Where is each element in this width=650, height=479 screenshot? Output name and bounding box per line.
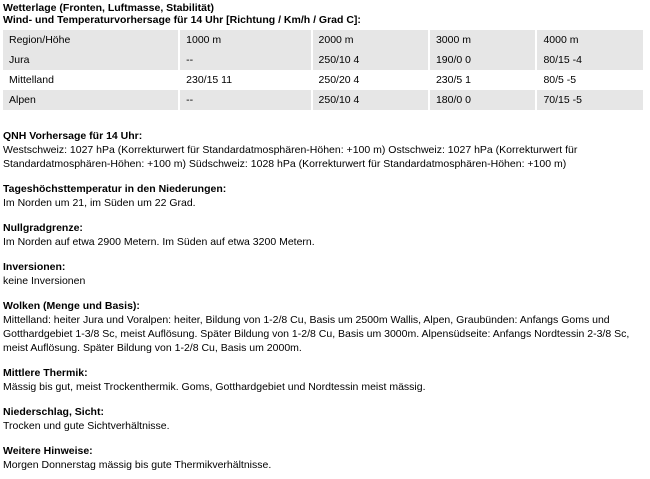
row-region: Alpen — [3, 90, 178, 110]
further-notes-section — [3, 445, 647, 472]
section-title: Niederschlag, Sicht: — [3, 406, 104, 418]
section-text: Im Norden um 21, im Süden um 22 Grad. — [3, 197, 196, 209]
section-title: QNH Vorhersage für 14 Uhr: — [3, 130, 143, 142]
section-title: Weitere Hinweise: — [3, 445, 93, 457]
section-text: Westschweiz: 1027 hPa (Korrekturwert für Standardatmosphären-Höhen: +100 m) Ostschweiz: 1027 hPa (Korrekturwert für Standardatmosphären-Höhen: +100 m) Südschweiz: 1028 hPa (Korrekturwert für Standardatmosphären-Höhen: +100 m) — [3, 144, 578, 170]
cell-2000m: 250/10 4 — [313, 90, 428, 110]
section-text: Mässig bis gut, meist Trockenthermik. Goms, Gotthardgebiet und Nordtessin meist mässig. — [3, 381, 426, 393]
section-title: Inversionen: — [3, 261, 66, 273]
section-title: Nullgradgrenze: — [3, 222, 83, 234]
clouds-section — [3, 300, 647, 355]
page-title: Wetterlage (Fronten, Luftmasse, Stabilität) — [3, 2, 214, 14]
cell-3000m: 180/0 0 — [430, 90, 536, 110]
max-temperature-section — [3, 183, 647, 210]
cell-4000m: 80/15 -4 — [537, 50, 643, 70]
freezing-level-section — [3, 222, 647, 249]
cell-3000m: 230/5 1 — [435, 74, 472, 86]
column-header-1000m: 1000 m — [180, 30, 310, 50]
row-region: Jura — [3, 50, 178, 70]
column-header-2000m: 2000 m — [313, 30, 428, 50]
section-text: keine Inversionen — [3, 275, 86, 287]
cell-2000m: 250/20 4 — [318, 74, 360, 86]
section-title: Mittlere Thermik: — [3, 367, 88, 379]
section-title: Wolken (Menge und Basis): — [3, 300, 140, 312]
table-row — [3, 50, 643, 70]
cell-1000m: -- — [180, 50, 310, 70]
column-header-3000m: 3000 m — [430, 30, 536, 50]
cell-1000m: -- — [180, 90, 310, 110]
table-header-row — [3, 30, 643, 50]
inversions-section — [3, 261, 647, 288]
qnh-section — [3, 130, 647, 171]
section-text: Mittelland: heiter Jura und Voralpen: heiter, Bildung von 1-2/8 Cu, Basis um 2500m Wallis, Alpen, Graubünden: Anfangs Goms und Gotthardgebiet 1-3/8 Sc, meist Auflösung. Später Bildung von 1-2/8 Cu, Basis um 3000m. Alpensüdseite: Anfangs Nordtessin 2-3/8 Sc, meist Auflösung. Später Bildung von 1-2/8 Cu, Basis um 2000m. — [3, 314, 630, 354]
cell-1000m: 230/15 11 — [186, 74, 233, 86]
wind-temperature-table — [3, 30, 643, 110]
column-header-region: Region/Höhe — [3, 30, 178, 50]
table-row — [3, 90, 643, 110]
thermals-section — [3, 367, 647, 394]
section-text: Trocken und gute Sichtverhältnisse. — [3, 420, 170, 432]
table-row — [3, 70, 643, 90]
column-header-4000m: 4000 m — [537, 30, 643, 50]
section-text: Morgen Donnerstag mässig bis gute Thermikverhältnisse. — [3, 459, 272, 471]
precipitation-visibility-section — [3, 406, 647, 433]
wind-table-caption: Wind- und Temperaturvorhersage für 14 Uhr [Richtung / Km/h / Grad C]: — [3, 14, 361, 26]
section-text: Im Norden auf etwa 2900 Metern. Im Süden auf etwa 3200 Metern. — [3, 236, 315, 248]
section-title: Tageshöchsttemperatur in den Niederungen: — [3, 183, 227, 195]
cell-3000m: 190/0 0 — [430, 50, 536, 70]
cell-4000m: 70/15 -5 — [537, 90, 643, 110]
row-region: Mittelland — [9, 74, 54, 86]
cell-2000m: 250/10 4 — [313, 50, 428, 70]
cell-4000m: 80/5 -5 — [543, 74, 577, 86]
